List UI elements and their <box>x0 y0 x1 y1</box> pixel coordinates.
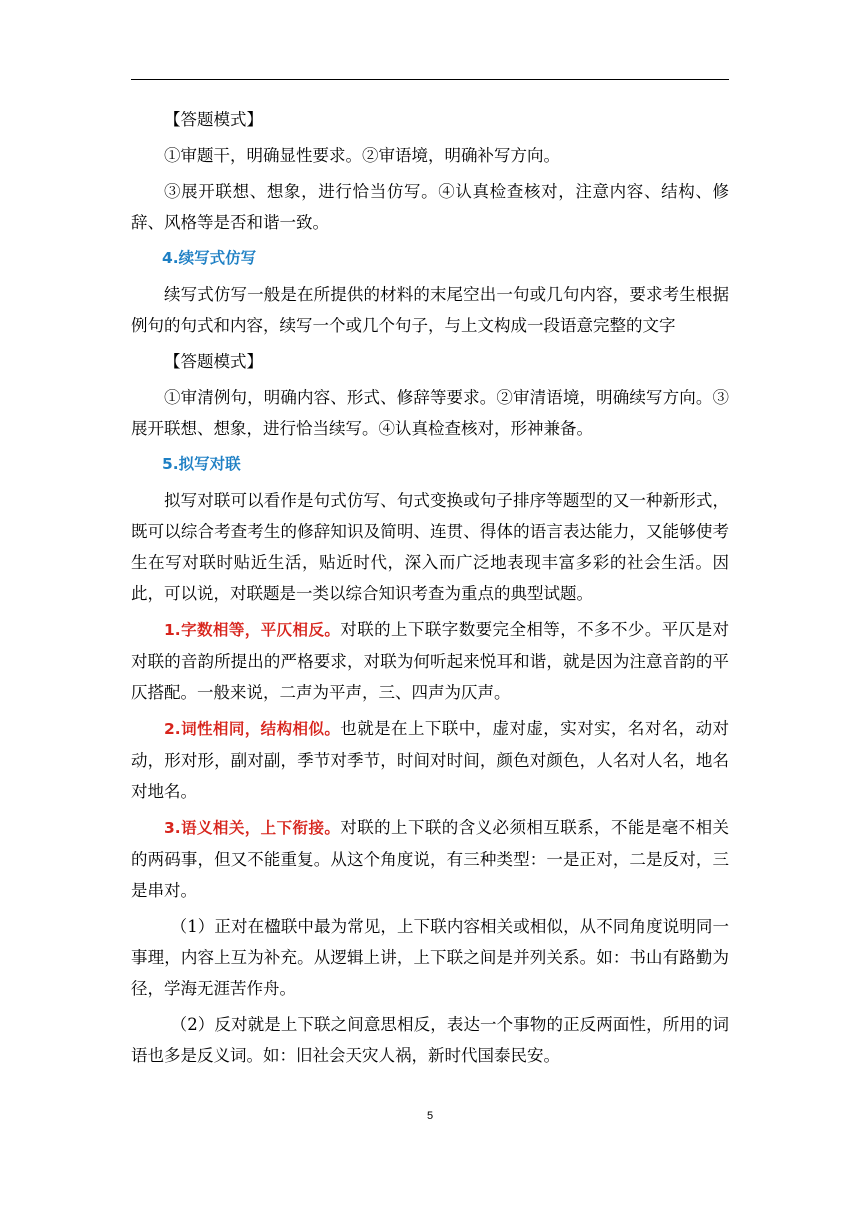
rule-paragraph <box>131 614 729 708</box>
header-rule <box>131 79 729 80</box>
paragraph-answer-mode-2: 【答题模式】 <box>164 352 263 371</box>
page-number: 5 <box>426 1110 434 1122</box>
rule-text: 也就是在上下联中，虚对虚，实对实，名对名，动对动，形对形，副对副，季节对季节，时间对时间，颜色对颜色，人名对人名，地名对地名。 <box>131 719 729 801</box>
paragraph: ③展开联想、想象，进行恰当仿写。④认真检查核对，注意内容、结构、修辞、风格等是否和谐一致。 <box>131 182 729 232</box>
paragraph-subpoint-2: （2）反对就是上下联之间意思相反，表达一个事物的正反两面性，所用的词语也多是反义词。如：旧社会天灾人祸，新时代国泰民安。 <box>131 1015 729 1065</box>
rule-lead: 2.词性相同，结构相似。 <box>164 720 341 738</box>
paragraph: 续写式仿写一般是在所提供的材料的末尾空出一句或几句内容，要求考生根据例句的句式和内容，续写一个或几个句子，与上文构成一段语意完整的文字 <box>131 285 729 335</box>
paragraph-subpoint-1: （1）正对在楹联中最为常见，上下联内容相关或相似，从不同角度说明同一事理，内容上互为补充。从逻辑上讲，上下联之间是并列关系。如：书山有路勤为径，学海无涯苦作舟。 <box>131 917 729 998</box>
rule-text: 对联的上下联字数要完全相等，不多不少。平仄是对对联的音韵所提出的严格要求，对联为何听起来悦耳和谐，就是因为注意音韵的平仄搭配。一般来说，二声为平声，三、四声为仄声。 <box>131 620 729 702</box>
section-heading-couplet: 5.拟写对联 <box>162 455 241 473</box>
paragraph: 拟写对联可以看作是句式仿写、句式变换或句子排序等题型的又一种新形式，既可以综合考查考生的修辞知识及简明、连贯、得体的语言表达能力，又能够使考生在写对联时贴近生活，贴近时代，深入而广泛地表现丰富多彩的社会生活。因此，可以说，对联题是一类以综合知识考查为重点的典型试题。 <box>131 491 729 603</box>
document-body <box>131 104 729 1076</box>
rule-lead: 1.字数相等，平仄相反。 <box>164 621 341 639</box>
rule-paragraph <box>131 812 729 906</box>
paragraph: ①审题干，明确显性要求。②审语境，明确补写方向。 <box>164 146 560 165</box>
section-heading-continuation: 4.续写式仿写 <box>162 249 257 267</box>
paragraph: ①审清例句，明确内容、形式、修辞等要求。②审清语境，明确续写方向。③展开联想、想象，进行恰当续写。④认真检查核对，形神兼备。 <box>131 388 729 438</box>
paragraph-answer-mode-1: 【答题模式】 <box>164 110 263 129</box>
rule-lead: 3.语义相关，上下衔接。 <box>164 819 341 837</box>
rule-paragraph <box>131 713 729 807</box>
rule-text: 对联的上下联的含义必须相互联系，不能是毫不相关的两码事，但又不能重复。从这个角度说，有三种类型：一是正对，二是反对，三是串对。 <box>131 818 729 900</box>
